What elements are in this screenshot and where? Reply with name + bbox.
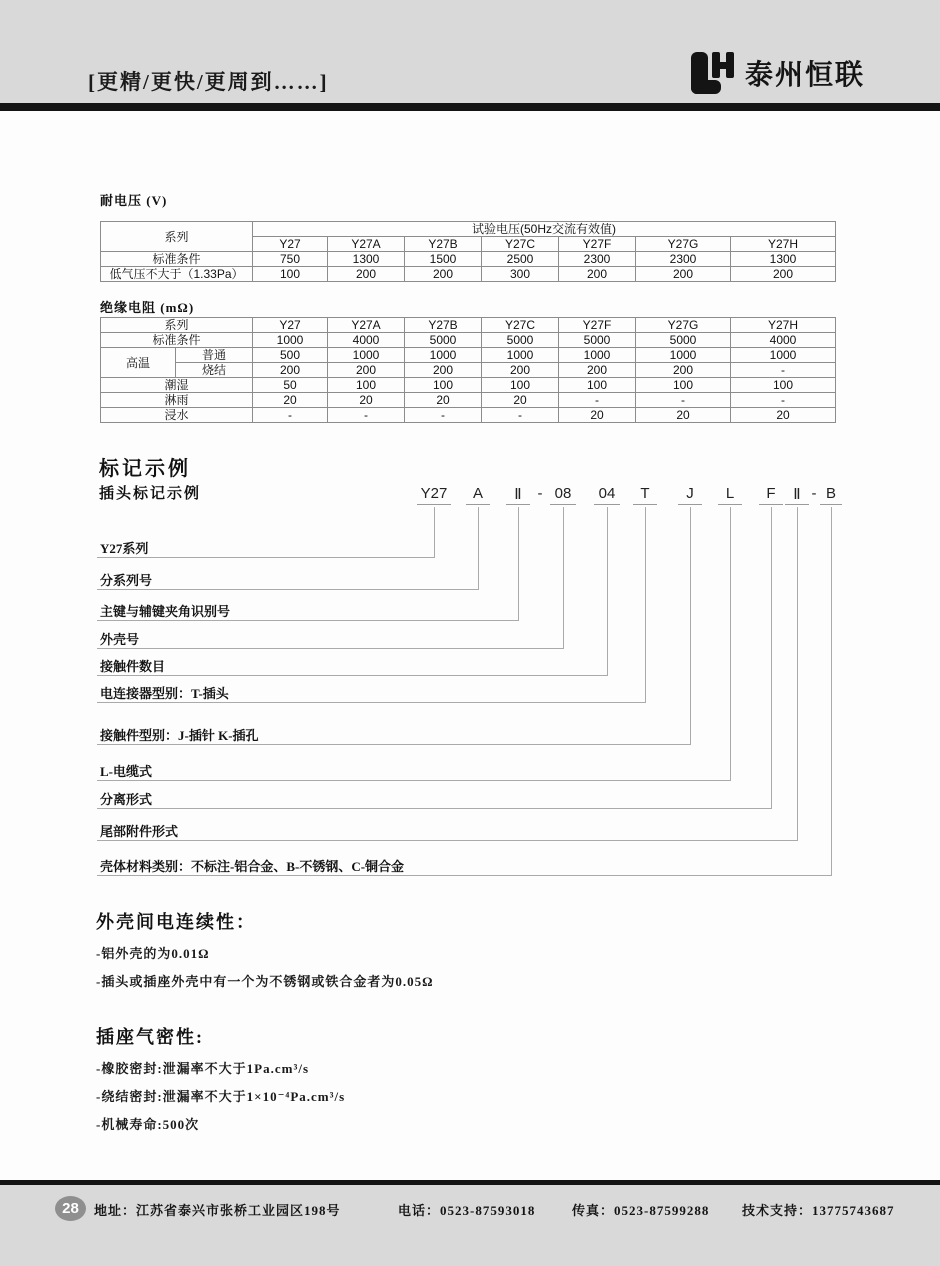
column-header-cell: Y27B [405, 237, 482, 252]
code-token: J [678, 485, 702, 505]
value-cell: 1000 [636, 348, 731, 363]
marking-connector-vline [563, 507, 564, 648]
value-cell: - [559, 393, 636, 408]
value-cell: 1300 [731, 252, 836, 267]
value-cell: 200 [405, 363, 482, 378]
value-cell: 20 [731, 408, 836, 423]
marking-subtitle: 插头标记示例 [99, 486, 202, 502]
header-rule [0, 103, 940, 111]
value-cell: 2300 [559, 252, 636, 267]
value-cell: 1000 [253, 333, 328, 348]
marking-label: 电连接器型别：T-插头 [100, 686, 229, 701]
column-header-cell: Y27C [482, 318, 559, 333]
column-header-cell: Y27H [731, 318, 836, 333]
table-row [101, 222, 836, 237]
insulation-resistance-table [100, 317, 836, 423]
column-header-cell: Y27G [636, 237, 731, 252]
value-cell: - [731, 363, 836, 378]
value-cell: 20 [405, 393, 482, 408]
value-cell: 100 [482, 378, 559, 393]
value-cell: - [405, 408, 482, 423]
value-cell: 200 [405, 267, 482, 282]
marking-connector-hline [97, 675, 608, 676]
value-cell: 100 [559, 378, 636, 393]
table-row [101, 363, 836, 378]
value-cell: 750 [253, 252, 328, 267]
marking-connector-hline [97, 620, 519, 621]
value-cell: 20 [559, 408, 636, 423]
value-cell: 1000 [559, 348, 636, 363]
value-cell: 1500 [405, 252, 482, 267]
insulation-resistance-title: 绝缘电阻 (mΩ) [100, 300, 195, 315]
value-cell: - [253, 408, 328, 423]
lh-logo-icon [688, 50, 736, 96]
table-row [101, 318, 836, 333]
column-header-cell: Y27F [559, 318, 636, 333]
row-label-cell: 潮湿 [101, 378, 253, 393]
marking-connector-hline [97, 744, 691, 745]
marking-connector-hline [97, 808, 772, 809]
value-cell: - [482, 408, 559, 423]
value-cell: 100 [636, 378, 731, 393]
value-cell: 200 [636, 363, 731, 378]
value-cell: 300 [482, 267, 559, 282]
series-corner-cell: 系列 [101, 222, 253, 252]
value-cell: 200 [328, 363, 405, 378]
value-cell: 100 [731, 378, 836, 393]
marking-label: L-电缆式 [100, 764, 153, 779]
marking-connector-hline [97, 702, 646, 703]
marking-label: 接触件型别：J-插针 K-插孔 [100, 728, 259, 743]
marking-connector-hline [97, 840, 798, 841]
marking-connector-vline [434, 507, 435, 557]
value-cell: 100 [253, 267, 328, 282]
column-header-cell: Y27A [328, 318, 405, 333]
code-token: A [466, 485, 490, 505]
value-cell: 200 [636, 267, 731, 282]
column-header-cell: Y27B [405, 318, 482, 333]
value-cell: 50 [253, 378, 328, 393]
column-header-cell: Y27F [559, 237, 636, 252]
column-header-cell: Y27C [482, 237, 559, 252]
code-token: B [820, 485, 842, 505]
column-header-cell: Y27A [328, 237, 405, 252]
code-token: 04 [594, 485, 620, 505]
marking-label: 外壳号 [100, 632, 140, 647]
code-separator: - [811, 485, 817, 502]
marking-label: 接触件数目 [100, 659, 166, 674]
value-cell: 1000 [328, 348, 405, 363]
marking-connector-vline [478, 507, 479, 589]
footer-band [0, 1185, 940, 1266]
value-cell: 200 [482, 363, 559, 378]
table-row [101, 348, 836, 363]
continuity-section [96, 908, 434, 990]
test-voltage-header-cell: 试验电压(50Hz交流有效值) [253, 222, 836, 237]
value-cell: - [328, 408, 405, 423]
code-token: 08 [550, 485, 576, 505]
column-header-cell: Y27H [731, 237, 836, 252]
marking-label: 壳体材料类别：不标注-铝合金、B-不锈钢、C-铜合金 [100, 859, 405, 874]
marking-label: 分离形式 [100, 792, 153, 807]
footer-fax: 传真：0523-87599288 [572, 1203, 710, 1218]
value-cell: 200 [559, 267, 636, 282]
marking-connector-hline [97, 875, 832, 876]
marking-connector-vline [690, 507, 691, 744]
table-row [101, 393, 836, 408]
marking-connector-vline [771, 507, 772, 808]
row-label-cell: 普通 [176, 348, 253, 363]
table-row [101, 267, 836, 282]
continuity-item: -插头或插座外壳中有一个为不锈钢或铁合金者为0.05Ω [96, 974, 434, 989]
value-cell: 100 [405, 378, 482, 393]
row-label-cell: 低气压不大于（1.33Pa） [101, 267, 253, 282]
value-cell: 1000 [731, 348, 836, 363]
brand-logo [688, 50, 865, 96]
value-cell: - [731, 393, 836, 408]
withstand-voltage-title: 耐电压 (V) [100, 193, 168, 208]
value-cell: 5000 [405, 333, 482, 348]
value-cell: - [636, 393, 731, 408]
value-cell: 20 [636, 408, 731, 423]
row-label-cell: 浸水 [101, 408, 253, 423]
column-header-cell: Y27 [253, 318, 328, 333]
marking-label: Y27系列 [100, 541, 149, 556]
value-cell: 200 [559, 363, 636, 378]
value-cell: 4000 [731, 333, 836, 348]
value-cell: 200 [328, 267, 405, 282]
value-cell: 20 [253, 393, 328, 408]
marking-label: 尾部附件形式 [100, 824, 179, 839]
value-cell: 1000 [405, 348, 482, 363]
marking-connector-vline [831, 507, 832, 875]
marking-connector-vline [645, 507, 646, 702]
value-cell: 100 [328, 378, 405, 393]
code-token: Ⅱ [506, 485, 530, 505]
airtightness-section [96, 1023, 345, 1133]
marking-connector-hline [97, 557, 435, 558]
value-cell: 200 [731, 267, 836, 282]
table-row [101, 252, 836, 267]
airtightness-item: -橡胶密封:泄漏率不大于1Pa.cm³/s [96, 1061, 310, 1076]
value-cell: 2300 [636, 252, 731, 267]
code-token: T [633, 485, 657, 505]
table-row [101, 333, 836, 348]
marking-connector-hline [97, 589, 479, 590]
marking-connector-hline [97, 780, 731, 781]
value-cell: 200 [253, 363, 328, 378]
value-cell: 4000 [328, 333, 405, 348]
value-cell: 5000 [636, 333, 731, 348]
marking-connector-vline [797, 507, 798, 840]
table-row [101, 408, 836, 423]
airtightness-item: -绕结密封:泄漏率不大于1×10⁻⁴Pa.cm³/s [96, 1089, 346, 1104]
footer-phone: 电话：0523-87593018 [398, 1203, 536, 1218]
value-cell: 20 [482, 393, 559, 408]
value-cell: 5000 [559, 333, 636, 348]
airtightness-item: -机械寿命:500次 [96, 1117, 200, 1132]
value-cell: 2500 [482, 252, 559, 267]
marking-label: 主键与辅键夹角识别号 [100, 604, 231, 619]
value-cell: 1300 [328, 252, 405, 267]
continuity-item: -铝外壳的为0.01Ω [96, 946, 210, 961]
code-token: Ⅱ [785, 485, 809, 505]
table-row [101, 378, 836, 393]
marking-connector-vline [730, 507, 731, 780]
column-header-cell: Y27 [253, 237, 328, 252]
value-cell: 5000 [482, 333, 559, 348]
row-label-cell: 标准条件 [101, 333, 253, 348]
code-token: L [718, 485, 742, 505]
marking-title: 标记示例 [99, 458, 191, 480]
continuity-title: 外壳间电连续性： [96, 912, 256, 932]
row-label-cell: 淋雨 [101, 393, 253, 408]
column-header-cell: Y27G [636, 318, 731, 333]
header-slogan: [更精/更快/更周到……] [88, 70, 329, 94]
marking-label: 分系列号 [100, 573, 153, 588]
value-cell: 1000 [482, 348, 559, 363]
value-cell: 500 [253, 348, 328, 363]
footer-support: 技术支持：13775743687 [742, 1203, 895, 1218]
marking-connector-vline [518, 507, 519, 620]
airtightness-title: 插座气密性: [96, 1027, 204, 1047]
code-token: Y27 [417, 485, 451, 505]
marking-connector-vline [607, 507, 608, 675]
marking-connector-hline [97, 648, 564, 649]
page-number-badge: 28 [55, 1196, 86, 1221]
code-separator: - [537, 485, 543, 502]
footer-address: 地址：江苏省泰兴市张桥工业园区198号 [94, 1203, 341, 1218]
row-label-cell: 标准条件 [101, 252, 253, 267]
value-cell: 20 [328, 393, 405, 408]
row-label-cell: 烧结 [176, 363, 253, 378]
group-label-cell: 高温 [101, 348, 176, 378]
code-token: F [759, 485, 783, 505]
series-corner-cell: 系列 [101, 318, 253, 333]
brand-name: 泰州恒联 [745, 59, 866, 90]
withstand-voltage-table [100, 221, 836, 282]
